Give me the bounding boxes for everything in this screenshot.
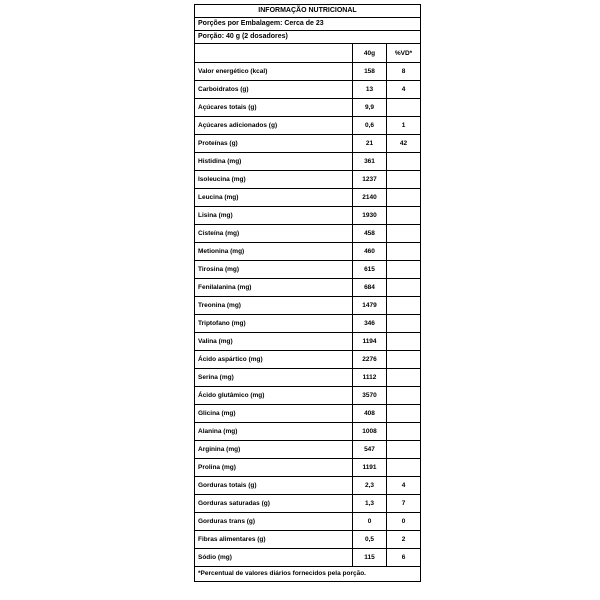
nutrient-dv xyxy=(387,351,421,369)
nutrient-dv: 6 xyxy=(387,549,421,567)
table-header-row xyxy=(195,44,420,63)
table-row xyxy=(195,351,420,369)
nutrient-amount: 361 xyxy=(353,153,387,171)
table-row xyxy=(195,135,420,153)
nutrient-dv: 4 xyxy=(387,477,421,495)
nutrient-name: Gorduras trans (g) xyxy=(195,513,353,531)
nutrient-dv: 7 xyxy=(387,495,421,513)
nutrient-dv xyxy=(387,171,421,189)
nutrient-amount: 1479 xyxy=(353,297,387,315)
nutrient-amount: 458 xyxy=(353,225,387,243)
nutrient-amount: 2140 xyxy=(353,189,387,207)
nutrient-amount: 0,5 xyxy=(353,531,387,549)
nutrient-name: Histidina (mg) xyxy=(195,153,353,171)
nutrient-amount: 684 xyxy=(353,279,387,297)
table-row xyxy=(195,441,420,459)
nutrient-amount: 1237 xyxy=(353,171,387,189)
serving-size: Porção: 40 g (2 dosadores) xyxy=(195,31,420,44)
table-row xyxy=(195,243,420,261)
nutrient-name: Fenilalanina (mg) xyxy=(195,279,353,297)
nutrient-amount: 115 xyxy=(353,549,387,567)
table-row xyxy=(195,495,420,513)
nutrient-dv xyxy=(387,387,421,405)
nutrient-dv xyxy=(387,423,421,441)
nutrient-amount: 2276 xyxy=(353,351,387,369)
nutrient-name: Arginina (mg) xyxy=(195,441,353,459)
table-row xyxy=(195,315,420,333)
nutrient-name: Isoleucina (mg) xyxy=(195,171,353,189)
nutrient-name: Ácido aspártico (mg) xyxy=(195,351,353,369)
table-row xyxy=(195,279,420,297)
nutrient-amount: 615 xyxy=(353,261,387,279)
table-row xyxy=(195,207,420,225)
nutrient-dv xyxy=(387,279,421,297)
column-header-name xyxy=(195,44,353,63)
nutrient-name: Açúcares totais (g) xyxy=(195,99,353,117)
table-row xyxy=(195,297,420,315)
table-row xyxy=(195,369,420,387)
table-row xyxy=(195,423,420,441)
nutrient-name: Sódio (mg) xyxy=(195,549,353,567)
nutrient-amount: 0,6 xyxy=(353,117,387,135)
nutrient-name: Metionina (mg) xyxy=(195,243,353,261)
table-row xyxy=(195,405,420,423)
nutrient-amount: 158 xyxy=(353,63,387,81)
nutrient-dv xyxy=(387,225,421,243)
nutrient-dv xyxy=(387,207,421,225)
label-title: INFORMAÇÃO NUTRICIONAL xyxy=(195,5,420,18)
table-row xyxy=(195,333,420,351)
nutrient-amount: 9,9 xyxy=(353,99,387,117)
nutrition-facts-label xyxy=(194,4,421,582)
table-row xyxy=(195,225,420,243)
nutrient-dv xyxy=(387,333,421,351)
nutrient-amount: 1112 xyxy=(353,369,387,387)
column-header-dv: %VD* xyxy=(387,44,421,63)
nutrient-dv xyxy=(387,405,421,423)
nutrient-dv xyxy=(387,297,421,315)
servings-per-package: Porções por Embalagem: Cerca de 23 xyxy=(195,18,420,31)
table-row xyxy=(195,63,420,81)
nutrient-amount: 1008 xyxy=(353,423,387,441)
nutrient-dv xyxy=(387,369,421,387)
table-row xyxy=(195,171,420,189)
table-row xyxy=(195,189,420,207)
nutrient-dv: 42 xyxy=(387,135,421,153)
nutrient-name: Leucina (mg) xyxy=(195,189,353,207)
table-row xyxy=(195,153,420,171)
nutrient-amount: 21 xyxy=(353,135,387,153)
nutrient-dv: 8 xyxy=(387,63,421,81)
nutrient-amount: 1930 xyxy=(353,207,387,225)
nutrient-name: Alanina (mg) xyxy=(195,423,353,441)
footnote: *Percentual de valores diários fornecidos pela porção. xyxy=(198,570,366,577)
nutrient-amount: 1194 xyxy=(353,333,387,351)
nutrition-table xyxy=(195,44,420,567)
nutrient-dv xyxy=(387,153,421,171)
nutrient-amount: 1,3 xyxy=(353,495,387,513)
table-row xyxy=(195,477,420,495)
nutrient-dv: 1 xyxy=(387,117,421,135)
nutrient-name: Fibras alimentares (g) xyxy=(195,531,353,549)
nutrient-name: Gorduras totais (g) xyxy=(195,477,353,495)
nutrient-dv xyxy=(387,261,421,279)
nutrient-dv xyxy=(387,243,421,261)
nutrient-amount: 460 xyxy=(353,243,387,261)
table-row xyxy=(195,81,420,99)
table-row xyxy=(195,117,420,135)
nutrient-name: Açúcares adicionados (g) xyxy=(195,117,353,135)
table-row xyxy=(195,99,420,117)
nutrient-name: Serina (mg) xyxy=(195,369,353,387)
nutrient-dv xyxy=(387,459,421,477)
table-row xyxy=(195,513,420,531)
table-row xyxy=(195,459,420,477)
table-row xyxy=(195,549,420,567)
nutrient-amount: 2,3 xyxy=(353,477,387,495)
nutrient-amount: 346 xyxy=(353,315,387,333)
nutrient-amount: 13 xyxy=(353,81,387,99)
nutrient-amount: 408 xyxy=(353,405,387,423)
nutrient-amount: 0 xyxy=(353,513,387,531)
nutrient-dv: 0 xyxy=(387,513,421,531)
nutrient-dv: 2 xyxy=(387,531,421,549)
nutrient-dv xyxy=(387,189,421,207)
nutrient-dv xyxy=(387,441,421,459)
nutrient-dv: 4 xyxy=(387,81,421,99)
nutrient-name: Proteínas (g) xyxy=(195,135,353,153)
nutrient-amount: 1191 xyxy=(353,459,387,477)
nutrient-name: Valor energético (kcal) xyxy=(195,63,353,81)
table-row xyxy=(195,387,420,405)
nutrient-name: Ácido glutâmico (mg) xyxy=(195,387,353,405)
nutrient-name: Glicina (mg) xyxy=(195,405,353,423)
nutrient-name: Lisina (mg) xyxy=(195,207,353,225)
nutrient-name: Treonina (mg) xyxy=(195,297,353,315)
table-row xyxy=(195,531,420,549)
nutrient-dv xyxy=(387,315,421,333)
nutrient-amount: 3570 xyxy=(353,387,387,405)
nutrient-name: Gorduras saturadas (g) xyxy=(195,495,353,513)
nutrient-name: Prolina (mg) xyxy=(195,459,353,477)
table-row xyxy=(195,261,420,279)
column-header-amount: 40g xyxy=(353,44,387,63)
nutrient-name: Triptofano (mg) xyxy=(195,315,353,333)
nutrient-amount: 547 xyxy=(353,441,387,459)
nutrient-name: Carboidratos (g) xyxy=(195,81,353,99)
nutrient-name: Valina (mg) xyxy=(195,333,353,351)
nutrient-name: Tirosina (mg) xyxy=(195,261,353,279)
nutrient-dv xyxy=(387,99,421,117)
nutrient-name: Cisteína (mg) xyxy=(195,225,353,243)
